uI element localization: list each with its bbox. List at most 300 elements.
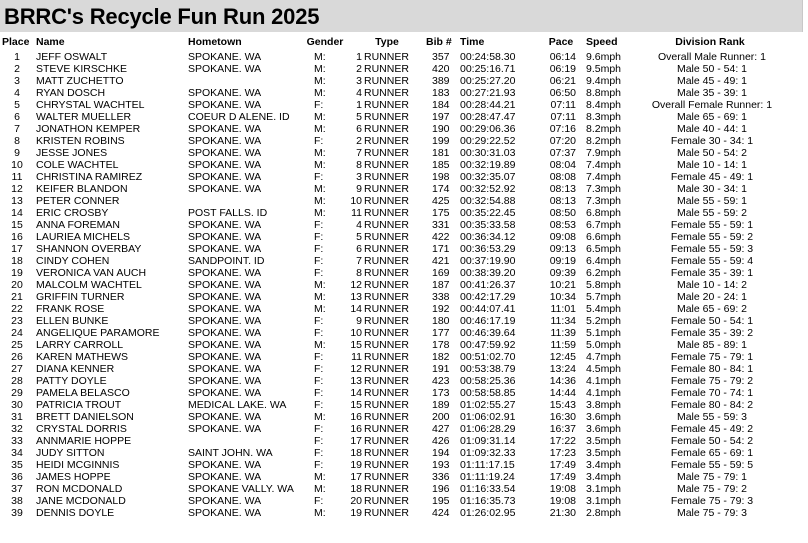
cell-place: 13 xyxy=(11,195,23,207)
cell-name: BRETT DANIELSON xyxy=(36,411,134,423)
cell-gender-place: 10 xyxy=(350,327,362,339)
cell-gender: M: xyxy=(314,75,326,87)
cell-hometown: SPOKANE. WA xyxy=(188,423,262,435)
cell-place: 39 xyxy=(11,507,23,519)
cell-time: 00:30:31.03 xyxy=(460,147,516,159)
cell-hometown: SPOKANE. WA xyxy=(188,135,262,147)
cell-gender-place: 11 xyxy=(351,207,362,219)
table-row xyxy=(0,351,808,363)
results-table xyxy=(0,51,808,519)
table-row xyxy=(0,51,808,63)
cell-gender-place: 2 xyxy=(356,135,362,147)
cell-pace: 15:43 xyxy=(549,399,576,411)
cell-type: RUNNER xyxy=(364,63,409,75)
cell-type: RUNNER xyxy=(364,195,409,207)
cell-pace: 07:16 xyxy=(549,123,576,135)
cell-hometown: MEDICAL LAKE. WA xyxy=(188,399,287,411)
cell-type: RUNNER xyxy=(364,87,409,99)
cell-hometown: SPOKANE. WA xyxy=(188,327,262,339)
cell-place: 27 xyxy=(11,363,23,375)
header-division-rank: Division Rank xyxy=(675,36,745,48)
cell-place: 9 xyxy=(14,147,20,159)
cell-division-rank: Male 35 - 39: 1 xyxy=(676,87,748,99)
cell-gender-place: 5 xyxy=(356,111,362,123)
cell-gender-place: 17 xyxy=(350,435,362,447)
cell-name: RON MCDONALD xyxy=(36,483,123,495)
cell-bib: 173 xyxy=(432,387,450,399)
cell-pace: 07:11 xyxy=(550,111,576,123)
header-speed: Speed xyxy=(586,36,618,48)
cell-place: 23 xyxy=(11,315,23,327)
cell-pace: 19:08 xyxy=(549,483,576,495)
cell-pace: 10:21 xyxy=(549,279,576,291)
cell-type: RUNNER xyxy=(364,435,409,447)
cell-time: 00:32:52.92 xyxy=(460,183,516,195)
cell-pace: 11:59 xyxy=(550,339,576,351)
cell-bib: 171 xyxy=(432,243,450,255)
cell-pace: 14:44 xyxy=(549,387,576,399)
cell-pace: 07:11 xyxy=(550,99,576,111)
cell-type: RUNNER xyxy=(364,447,409,459)
cell-hometown: SPOKANE. WA xyxy=(188,363,262,375)
cell-pace: 16:37 xyxy=(549,423,576,435)
cell-pace: 09:39 xyxy=(549,267,576,279)
table-row xyxy=(0,387,808,399)
cell-bib: 421 xyxy=(432,255,450,267)
table-row xyxy=(0,375,808,387)
cell-type: RUNNER xyxy=(364,207,409,219)
table-row xyxy=(0,471,808,483)
cell-pace: 11:34 xyxy=(550,315,576,327)
cell-hometown: SPOKANE. WA xyxy=(188,243,262,255)
cell-name: PETER CONNER xyxy=(36,195,120,207)
cell-name: JESSE JONES xyxy=(36,147,108,159)
cell-name: WALTER MUELLER xyxy=(36,111,132,123)
cell-time: 00:41:26.37 xyxy=(460,279,516,291)
cell-speed: 6.4mph xyxy=(586,255,622,267)
cell-bib: 357 xyxy=(432,51,450,63)
cell-hometown: POST FALLS. ID xyxy=(188,207,268,219)
table-row xyxy=(0,363,808,375)
cell-gender-place: 5 xyxy=(356,231,362,243)
cell-name: MATT ZUCHETTO xyxy=(36,75,124,87)
cell-speed: 2.8mph xyxy=(586,507,622,519)
cell-place: 30 xyxy=(11,399,23,411)
header-place: Place xyxy=(2,36,30,48)
cell-speed: 8.2mph xyxy=(586,135,622,147)
table-row xyxy=(0,171,808,183)
cell-place: 14 xyxy=(11,207,23,219)
cell-hometown: SPOKANE. WA xyxy=(188,459,262,471)
cell-bib: 191 xyxy=(432,363,450,375)
cell-division-rank: Female 75 - 79: 1 xyxy=(670,351,754,363)
table-row xyxy=(0,195,808,207)
cell-time: 00:46:17.19 xyxy=(460,315,516,327)
cell-gender-place: 4 xyxy=(356,219,362,231)
cell-hometown: SPOKANE. WA xyxy=(188,159,262,171)
cell-name: VERONICA VAN AUCH xyxy=(36,267,147,279)
cell-time: 00:37:19.90 xyxy=(460,255,516,267)
header-pace: Pace xyxy=(548,36,574,48)
cell-gender: M: xyxy=(314,291,326,303)
cell-type: RUNNER xyxy=(364,279,409,291)
cell-gender: F: xyxy=(314,447,324,459)
cell-hometown: SPOKANE VALLY. WA xyxy=(188,483,294,495)
cell-place: 28 xyxy=(11,375,23,387)
cell-gender: F: xyxy=(314,375,324,387)
cell-gender: M: xyxy=(314,339,326,351)
cell-division-rank: Female 45 - 49: 1 xyxy=(670,171,754,183)
cell-pace: 08:13 xyxy=(549,195,576,207)
cell-gender-place: 2 xyxy=(356,63,362,75)
cell-type: RUNNER xyxy=(364,423,409,435)
cell-speed: 7.9mph xyxy=(586,147,622,159)
cell-name: KAREN MATHEWS xyxy=(36,351,128,363)
cell-gender: M: xyxy=(314,111,326,123)
cell-gender: F: xyxy=(314,399,324,411)
cell-time: 00:32:54.88 xyxy=(460,195,516,207)
table-row xyxy=(0,315,808,327)
cell-type: RUNNER xyxy=(364,171,409,183)
cell-division-rank: Female 50 - 54: 2 xyxy=(670,435,754,447)
cell-speed: 6.5mph xyxy=(586,243,622,255)
cell-name: KRISTEN ROBINS xyxy=(36,135,125,147)
cell-place: 19 xyxy=(11,267,23,279)
cell-type: RUNNER xyxy=(364,243,409,255)
cell-gender-place: 9 xyxy=(356,315,362,327)
cell-division-rank: Female 55 - 59: 3 xyxy=(670,243,754,255)
table-row xyxy=(0,231,808,243)
cell-division-rank: Female 80 - 84: 1 xyxy=(670,363,754,375)
cell-pace: 12:45 xyxy=(549,351,576,363)
header-hometown: Hometown xyxy=(188,36,242,48)
cell-time: 01:26:02.95 xyxy=(460,507,516,519)
cell-bib: 181 xyxy=(432,147,450,159)
cell-place: 31 xyxy=(11,411,23,423)
cell-name: CINDY COHEN xyxy=(36,255,110,267)
cell-place: 33 xyxy=(11,435,23,447)
cell-gender: F: xyxy=(314,267,324,279)
cell-pace: 17:49 xyxy=(549,459,576,471)
cell-name: DIANA KENNER xyxy=(36,363,115,375)
cell-speed: 3.5mph xyxy=(586,435,622,447)
page-title: BRRC's Recycle Fun Run 2025 xyxy=(4,4,320,29)
cell-division-rank: Male 40 - 44: 1 xyxy=(676,123,748,135)
cell-pace: 17:49 xyxy=(549,471,576,483)
cell-gender-place: 19 xyxy=(350,507,362,519)
cell-division-rank: Male 10 - 14: 2 xyxy=(676,279,748,291)
cell-hometown: SPOKANE. WA xyxy=(188,375,262,387)
cell-division-rank: Male 10 - 14: 1 xyxy=(676,159,748,171)
table-row xyxy=(0,495,808,507)
cell-place: 5 xyxy=(14,99,20,111)
cell-pace: 17:22 xyxy=(549,435,576,447)
cell-place: 34 xyxy=(11,447,23,459)
cell-gender-place: 16 xyxy=(350,423,362,435)
cell-time: 00:28:44.21 xyxy=(460,99,516,111)
cell-gender: M: xyxy=(314,51,326,63)
cell-type: RUNNER xyxy=(364,75,409,87)
cell-speed: 8.3mph xyxy=(586,111,622,123)
cell-type: RUNNER xyxy=(364,339,409,351)
cell-division-rank: Male 20 - 24: 1 xyxy=(676,291,748,303)
cell-gender-place: 6 xyxy=(356,123,362,135)
cell-gender: F: xyxy=(314,435,324,447)
cell-name: HEIDI MCGINNIS xyxy=(36,459,120,471)
table-row xyxy=(0,279,808,291)
cell-division-rank: Female 80 - 84: 2 xyxy=(670,399,754,411)
cell-type: RUNNER xyxy=(364,363,409,375)
cell-time: 01:06:02.91 xyxy=(460,411,516,423)
cell-gender-place: 7 xyxy=(356,255,362,267)
cell-time: 00:25:27.20 xyxy=(460,75,516,87)
cell-hometown: SPOKANE. WA xyxy=(188,387,262,399)
cell-type: RUNNER xyxy=(364,507,409,519)
cell-type: RUNNER xyxy=(364,219,409,231)
cell-pace: 10:34 xyxy=(549,291,576,303)
cell-bib: 199 xyxy=(432,135,450,147)
header-time: Time xyxy=(460,36,485,48)
cell-hometown: SPOKANE. WA xyxy=(188,219,262,231)
cell-time: 00:32:35.07 xyxy=(460,171,516,183)
cell-gender-place: 14 xyxy=(350,387,362,399)
cell-place: 11 xyxy=(11,171,23,183)
cell-pace: 19:08 xyxy=(549,495,576,507)
cell-pace: 07:20 xyxy=(549,135,576,147)
cell-pace: 06:19 xyxy=(549,63,576,75)
cell-speed: 8.4mph xyxy=(586,99,622,111)
cell-type: RUNNER xyxy=(364,315,409,327)
cell-time: 00:44:07.41 xyxy=(460,303,516,315)
cell-place: 25 xyxy=(11,339,23,351)
cell-gender-place: 14 xyxy=(350,303,362,315)
cell-time: 00:28:47.47 xyxy=(460,111,516,123)
cell-speed: 3.8mph xyxy=(586,399,622,411)
cell-name: FRANK ROSE xyxy=(36,303,105,315)
cell-type: RUNNER xyxy=(364,159,409,171)
cell-name: JAMES HOPPE xyxy=(36,471,111,483)
cell-name: ANNA FOREMAN xyxy=(36,219,121,231)
cell-type: RUNNER xyxy=(364,183,409,195)
cell-pace: 08:08 xyxy=(549,171,576,183)
cell-division-rank: Female 30 - 34: 1 xyxy=(670,135,754,147)
cell-hometown: SPOKANE. WA xyxy=(188,315,262,327)
cell-gender-place: 18 xyxy=(350,483,362,495)
cell-gender-place: 8 xyxy=(356,159,362,171)
cell-name: DENNIS DOYLE xyxy=(36,507,115,519)
cell-gender: M: xyxy=(314,411,326,423)
cell-speed: 3.4mph xyxy=(586,471,622,483)
cell-division-rank: Male 55 - 59: 2 xyxy=(676,207,748,219)
cell-gender-place: 7 xyxy=(356,147,362,159)
cell-pace: 09:13 xyxy=(549,243,576,255)
cell-place: 32 xyxy=(11,423,23,435)
cell-bib: 177 xyxy=(432,327,450,339)
cell-bib: 169 xyxy=(432,267,450,279)
cell-bib: 178 xyxy=(432,339,450,351)
cell-bib: 389 xyxy=(432,75,450,87)
cell-pace: 14:36 xyxy=(549,375,576,387)
cell-place: 2 xyxy=(14,63,20,75)
cell-division-rank: Overall Female Runner: 1 xyxy=(651,99,773,111)
cell-speed: 7.3mph xyxy=(586,195,622,207)
cell-name: JEFF OSWALT xyxy=(36,51,108,63)
cell-gender: M: xyxy=(314,123,326,135)
cell-bib: 175 xyxy=(432,207,450,219)
cell-time: 01:16:33.54 xyxy=(460,483,516,495)
cell-place: 22 xyxy=(11,303,23,315)
cell-time: 00:47:59.92 xyxy=(460,339,516,351)
cell-division-rank: Female 75 - 79: 3 xyxy=(670,495,754,507)
cell-speed: 5.2mph xyxy=(586,315,622,327)
table-row xyxy=(0,219,808,231)
table-row xyxy=(0,207,808,219)
cell-speed: 6.7mph xyxy=(586,219,622,231)
cell-hometown: SPOKANE. WA xyxy=(188,99,262,111)
cell-gender: F: xyxy=(314,135,324,147)
cell-gender-place: 4 xyxy=(356,87,362,99)
cell-pace: 07:37 xyxy=(549,147,576,159)
table-row xyxy=(0,159,808,171)
cell-place: 35 xyxy=(11,459,23,471)
cell-place: 36 xyxy=(11,471,23,483)
cell-time: 01:16:35.73 xyxy=(460,495,516,507)
cell-time: 01:11:19.24 xyxy=(460,471,515,483)
cell-speed: 3.1mph xyxy=(586,483,622,495)
cell-bib: 331 xyxy=(432,219,450,231)
cell-time: 01:02:55.27 xyxy=(460,399,516,411)
cell-gender-place: 17 xyxy=(350,471,362,483)
cell-bib: 194 xyxy=(432,447,450,459)
cell-pace: 08:04 xyxy=(549,159,576,171)
cell-gender: M: xyxy=(314,279,326,291)
cell-bib: 184 xyxy=(432,99,450,111)
cell-name: PATRICIA TROUT xyxy=(36,399,122,411)
cell-speed: 5.1mph xyxy=(586,327,622,339)
cell-hometown: SPOKANE. WA xyxy=(188,291,262,303)
cell-place: 7 xyxy=(14,123,20,135)
cell-bib: 424 xyxy=(432,507,450,519)
cell-gender: M: xyxy=(314,195,326,207)
header-name: Name xyxy=(36,36,65,48)
cell-name: ANNMARIE HOPPE xyxy=(36,435,132,447)
cell-bib: 425 xyxy=(432,195,450,207)
cell-hometown: SPOKANE. WA xyxy=(188,51,262,63)
cell-gender: F: xyxy=(314,219,324,231)
cell-time: 00:58:25.36 xyxy=(460,375,516,387)
cell-division-rank: Male 50 - 54: 1 xyxy=(676,63,748,75)
cell-hometown: SPOKANE. WA xyxy=(188,279,262,291)
cell-gender-place: 20 xyxy=(350,495,362,507)
cell-bib: 423 xyxy=(432,375,450,387)
cell-gender: F: xyxy=(314,387,324,399)
cell-type: RUNNER xyxy=(364,459,409,471)
cell-division-rank: Male 75 - 79: 2 xyxy=(676,483,748,495)
cell-division-rank: Male 85 - 89: 1 xyxy=(676,339,748,351)
cell-place: 16 xyxy=(11,231,23,243)
cell-type: RUNNER xyxy=(364,495,409,507)
cell-bib: 420 xyxy=(432,63,450,75)
cell-speed: 6.2mph xyxy=(586,267,622,279)
cell-gender: M: xyxy=(314,471,326,483)
cell-name: GRIFFIN TURNER xyxy=(36,291,125,303)
cell-time: 00:36:53.29 xyxy=(460,243,516,255)
cell-speed: 6.6mph xyxy=(586,231,622,243)
cell-division-rank: Male 30 - 34: 1 xyxy=(676,183,748,195)
cell-pace: 06:50 xyxy=(549,87,576,99)
table-row xyxy=(0,123,808,135)
title-bar xyxy=(0,0,803,32)
cell-hometown: SPOKANE. WA xyxy=(188,411,262,423)
cell-type: RUNNER xyxy=(364,123,409,135)
cell-hometown: SAINT JOHN. WA xyxy=(188,447,273,459)
cell-gender: F: xyxy=(314,351,324,363)
header-bib: Bib # xyxy=(426,36,452,48)
cell-division-rank: Female 50 - 54: 1 xyxy=(670,315,754,327)
cell-gender-place: 18 xyxy=(350,447,362,459)
cell-place: 29 xyxy=(11,387,23,399)
cell-name: JONATHON KEMPER xyxy=(36,123,141,135)
cell-speed: 3.4mph xyxy=(586,459,622,471)
cell-gender-place: 15 xyxy=(350,339,362,351)
cell-division-rank: Female 70 - 74: 1 xyxy=(670,387,754,399)
cell-type: RUNNER xyxy=(364,291,409,303)
cell-gender: F: xyxy=(314,363,324,375)
cell-bib: 174 xyxy=(432,183,450,195)
cell-name: ANGELIQUE PARAMORE xyxy=(36,327,160,339)
cell-type: RUNNER xyxy=(364,255,409,267)
cell-pace: 08:50 xyxy=(549,207,576,219)
cell-pace: 17:23 xyxy=(549,447,576,459)
cell-division-rank: Female 55 - 59: 4 xyxy=(670,255,754,267)
cell-type: RUNNER xyxy=(364,99,409,111)
table-row xyxy=(0,87,808,99)
cell-name: LAURIEA MICHELS xyxy=(36,231,130,243)
table-row xyxy=(0,243,808,255)
cell-type: RUNNER xyxy=(364,303,409,315)
cell-division-rank: Male 55 - 59: 3 xyxy=(676,411,748,423)
cell-speed: 8.8mph xyxy=(586,87,622,99)
cell-name: CHRYSTAL WACHTEL xyxy=(36,99,145,111)
cell-hometown: SPOKANE. WA xyxy=(188,63,262,75)
header-type: Type xyxy=(375,36,399,48)
cell-name: PAMELA BELASCO xyxy=(36,387,130,399)
cell-pace: 09:08 xyxy=(549,231,576,243)
table-row xyxy=(0,147,808,159)
cell-gender-place: 11 xyxy=(351,351,362,363)
cell-place: 20 xyxy=(11,279,23,291)
cell-gender-place: 6 xyxy=(356,243,362,255)
cell-gender: F: xyxy=(314,459,324,471)
cell-hometown: SPOKANE. WA xyxy=(188,171,262,183)
table-row xyxy=(0,327,808,339)
cell-division-rank: Overall Male Runner: 1 xyxy=(658,51,766,63)
cell-time: 00:58:58.85 xyxy=(460,387,516,399)
table-row xyxy=(0,267,808,279)
cell-type: RUNNER xyxy=(364,51,409,63)
cell-time: 01:11:17.15 xyxy=(460,459,515,471)
cell-name: JANE MCDONALD xyxy=(36,495,126,507)
cell-pace: 21:30 xyxy=(549,507,576,519)
cell-type: RUNNER xyxy=(364,267,409,279)
cell-bib: 192 xyxy=(432,303,450,315)
cell-bib: 338 xyxy=(432,291,450,303)
cell-division-rank: Female 45 - 49: 2 xyxy=(670,423,754,435)
cell-speed: 3.1mph xyxy=(586,495,622,507)
cell-name: CRYSTAL DORRIS xyxy=(36,423,127,435)
cell-bib: 198 xyxy=(432,171,450,183)
cell-time: 00:29:22.52 xyxy=(460,135,516,147)
